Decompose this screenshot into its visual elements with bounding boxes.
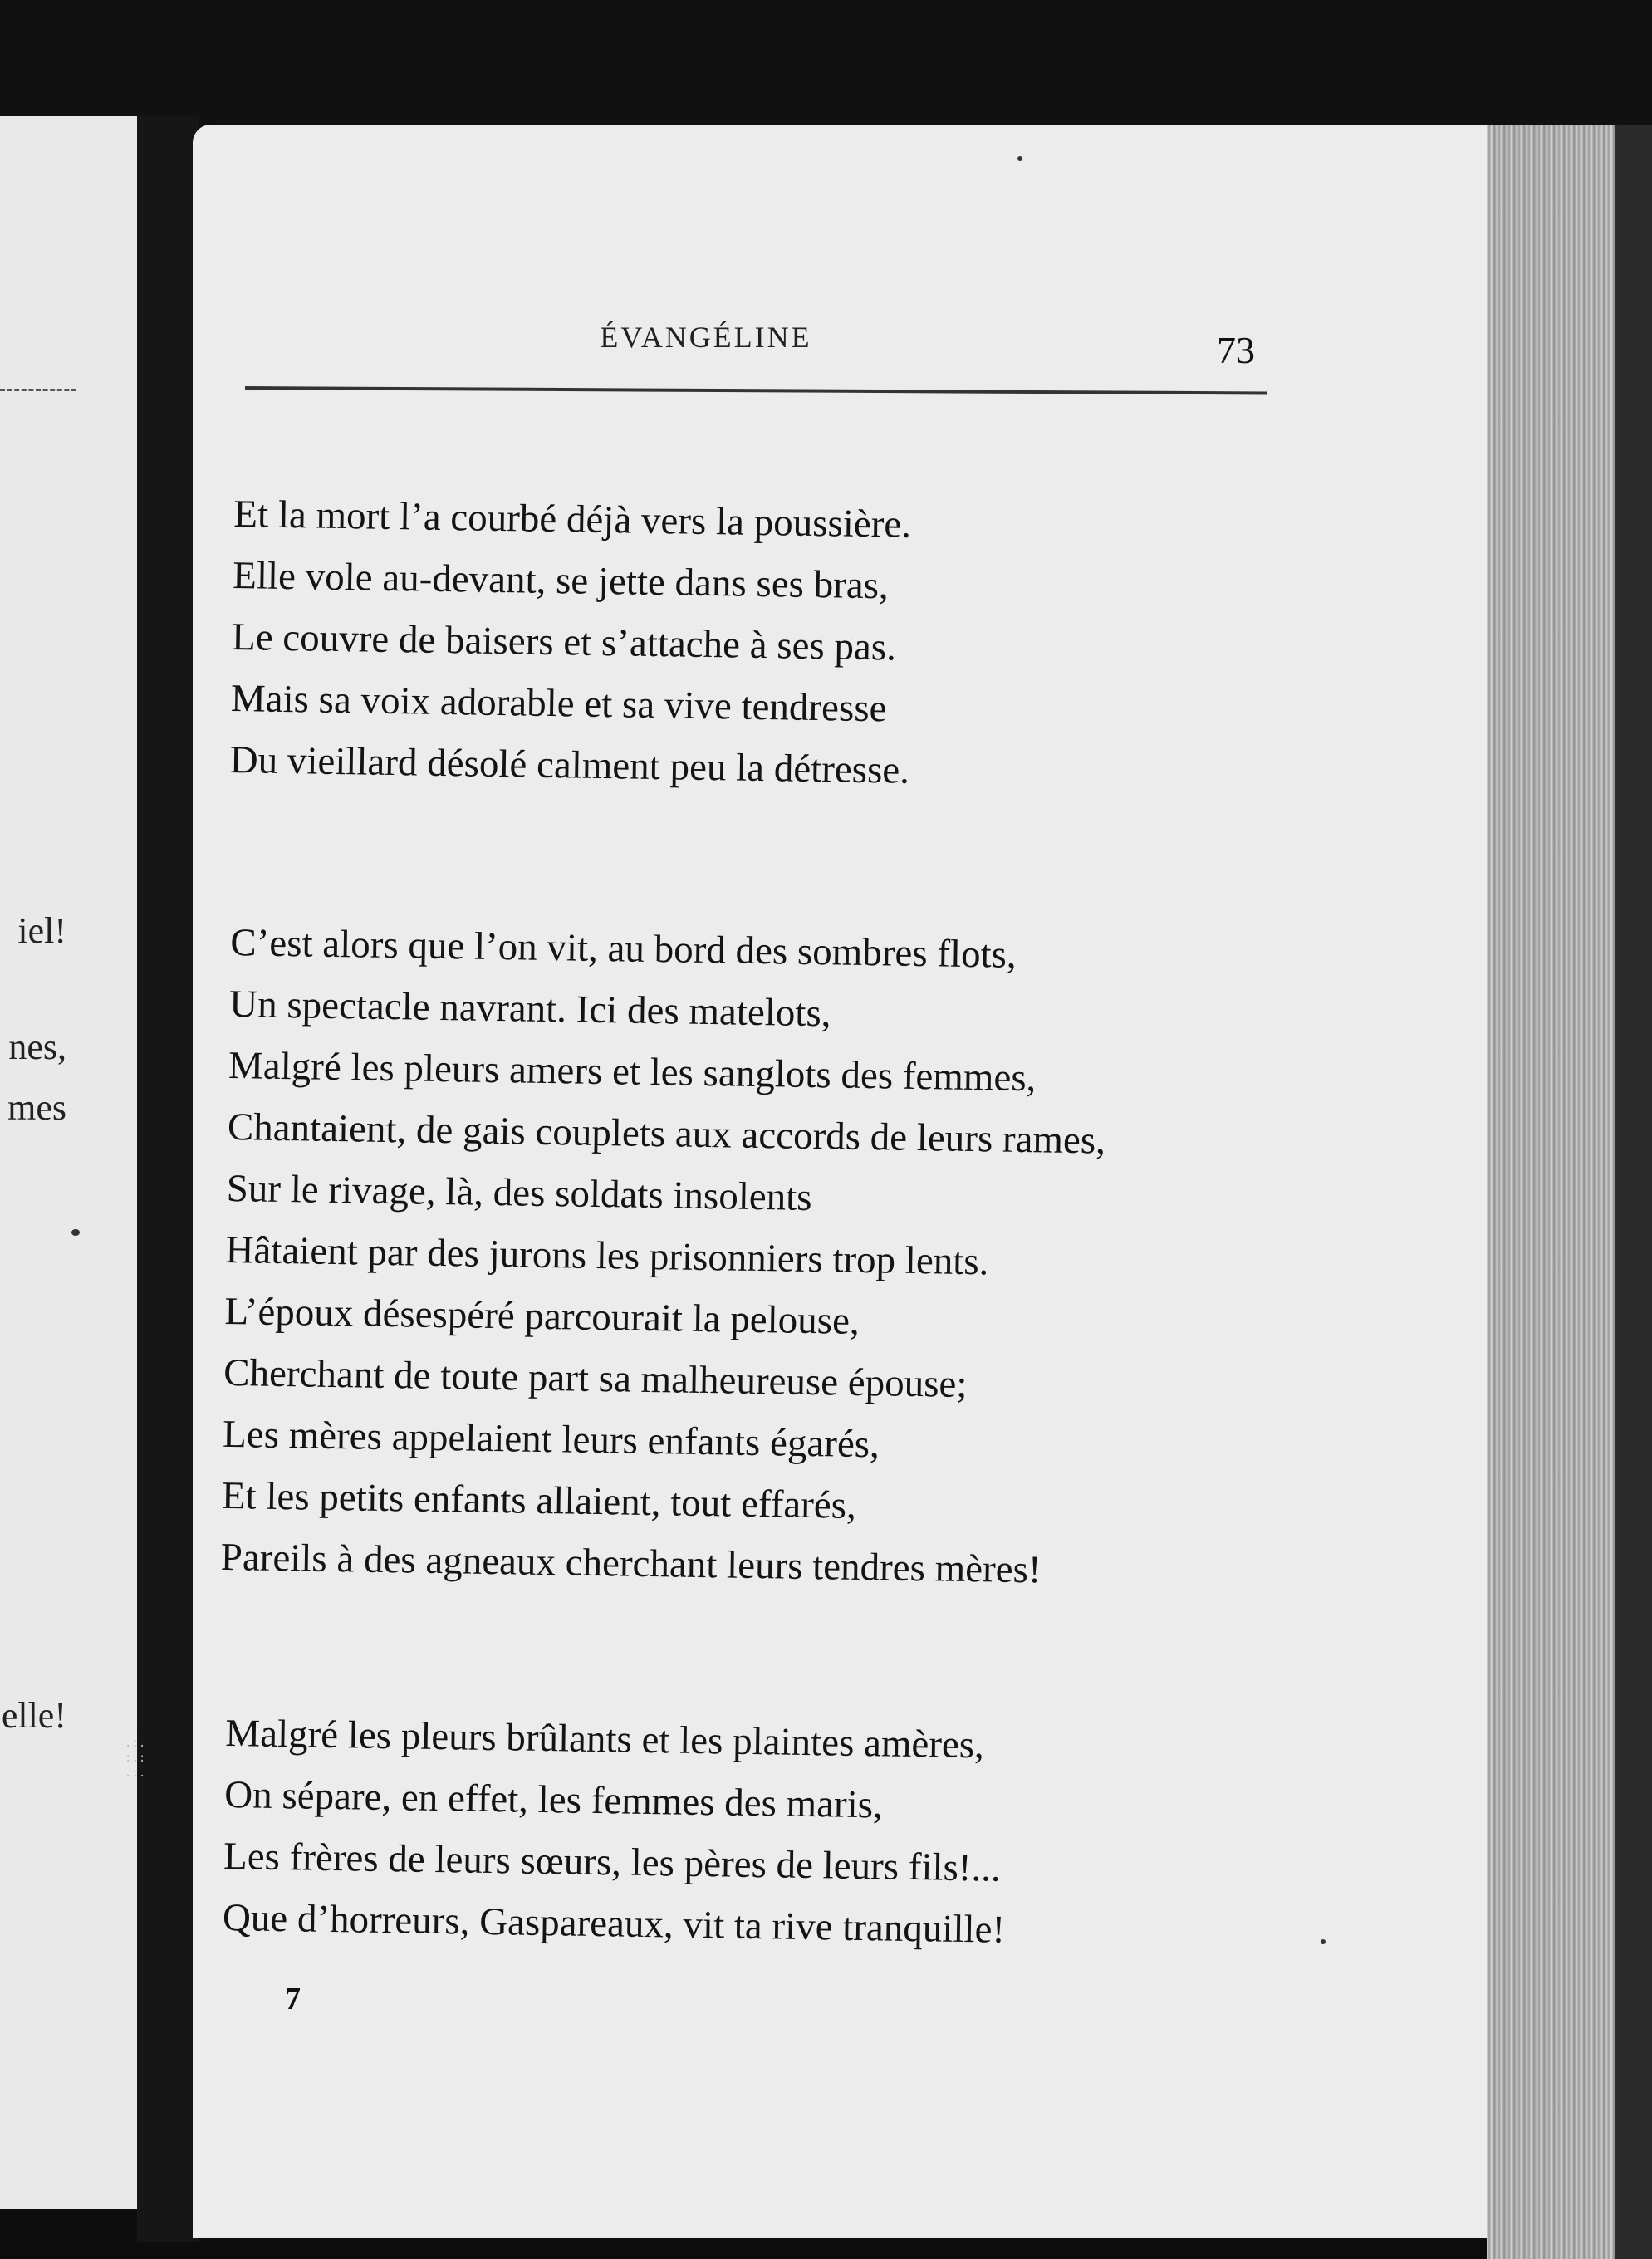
- verse-line: Que d’horreurs, Gaspareaux, vit ta rive tranquille!: [222, 1895, 1006, 1952]
- verse-line: Les mères appelaient leurs enfants égarés,: [222, 1412, 880, 1467]
- speck: [1017, 156, 1022, 161]
- stanza-3: [222, 1703, 1305, 1965]
- verse-line: On sépare, en effet, les femmes des maris,: [223, 1772, 884, 1827]
- speck: [71, 1229, 80, 1236]
- verse-line: Et la mort l’a courbé déjà vers la poussière.: [233, 492, 912, 546]
- speck: [1321, 1939, 1326, 1944]
- previous-page-fragment: nes,: [8, 1027, 66, 1067]
- verse-line: Elle vole au-devant, se jette dans ses bras,: [232, 553, 890, 608]
- verse-line: Malgré les pleurs brûlants et les plaintes amères,: [225, 1711, 985, 1767]
- stanza-2: [220, 912, 1311, 1605]
- verse-line: Cherchant de toute part sa malheureuse épouse;: [223, 1350, 968, 1406]
- page-edges: [1487, 125, 1620, 2259]
- verse-line: L’époux désespéré parcourait la pelouse,: [224, 1289, 860, 1343]
- previous-page-rule: [0, 389, 76, 391]
- verse-line: Hâtaient par des jurons les prisonniers trop lents.: [225, 1228, 989, 1284]
- page-number: 73: [1217, 329, 1255, 371]
- previous-page-fragment: iel!: [17, 910, 66, 951]
- book-spine: [137, 116, 199, 2242]
- signature-mark: 7: [285, 1982, 301, 2016]
- verse-line: Mais sa voix adorable et sa vive tendresse: [230, 676, 887, 731]
- verse-line: Pareils à des agneaux cherchant leurs tendres mères!: [220, 1535, 1042, 1592]
- verse-line: Les frères de leurs sœurs, les pères de leurs fils!...: [223, 1834, 1002, 1890]
- verse-line: C’est alors que l’on vit, au bord des sombres flots,: [230, 920, 1017, 977]
- verse-line: Un spectacle navrant. Ici des matelots,: [228, 982, 831, 1036]
- previous-page-fragment: mes: [7, 1087, 66, 1128]
- verse-line: Et les petits enfants allaient, tout effarés,: [221, 1473, 857, 1527]
- verse-line: Du vieillard désolé calment peu la détresse.: [229, 737, 910, 792]
- verse-line: Chantaient, de gais couplets aux accords de leurs rames,: [227, 1105, 1106, 1163]
- previous-page: [0, 116, 145, 2209]
- background-top: [0, 0, 1652, 125]
- verse-line: Malgré les pleurs amers et les sanglots des femmes,: [228, 1043, 1037, 1100]
- running-header-title: ÉVANGÉLINE: [600, 321, 812, 354]
- verse-line: Le couvre de baisers et s’attache à ses pas.: [231, 615, 897, 669]
- previous-page-fragment: elle!: [1, 1695, 66, 1736]
- gutter-specks: .:. :.: .:.: [125, 1737, 146, 1780]
- stanza-1: [229, 483, 1314, 807]
- verse-line: Sur le rivage, là, des soldats insolents: [226, 1166, 812, 1220]
- edge-shadow: [1615, 125, 1652, 2259]
